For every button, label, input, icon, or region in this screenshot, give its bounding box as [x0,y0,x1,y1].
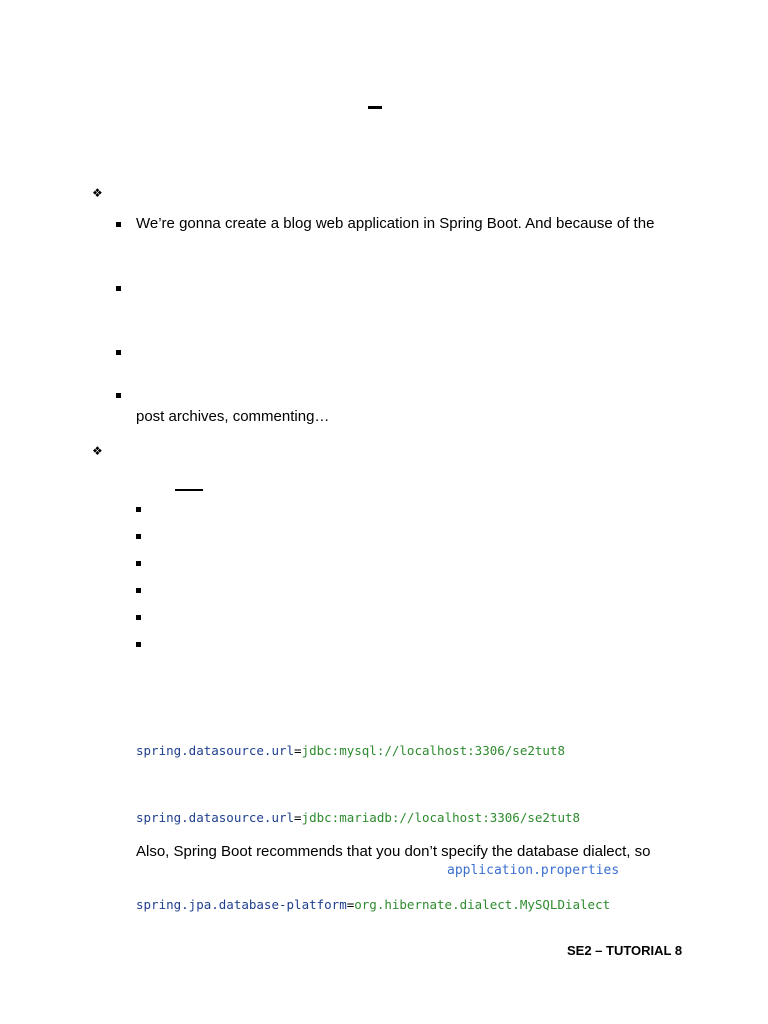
archives-text: post archives, commenting… [136,408,330,425]
square-bullet-icon [116,350,121,355]
square-bullet-icon [136,507,141,512]
code-line-mariadb [136,810,580,826]
property-key: spring.datasource.url [136,810,295,825]
property-key: spring.datasource.url [136,743,295,758]
property-value: jdbc:mysql://localhost:3306/se2tut8 [301,743,565,758]
dialect-note-text: Also, Spring Boot recommends that you don’t specify the database dialect, so [136,843,651,860]
page-footer-label: SE2 – TUTORIAL 8 [567,943,683,958]
code-line-mysql [136,743,565,759]
property-value: org.hibernate.dialect.MySQLDialect [354,897,611,912]
heading-underline [175,489,203,491]
intro-text: We’re gonna create a blog web application in Spring Boot. And because of the [136,215,655,232]
square-bullet-icon [116,393,121,398]
diamond-bullet-icon: ❖ [92,186,103,200]
diamond-bullet-icon: ❖ [92,444,103,458]
square-bullet-icon [136,642,141,647]
property-equals: = [294,743,302,758]
property-equals: = [294,810,302,825]
square-bullet-icon [136,534,141,539]
inline-code-application-properties: application.properties [447,863,620,878]
square-bullet-icon [136,561,141,566]
square-bullet-icon [116,222,121,227]
code-line-dialect [136,897,610,913]
square-bullet-icon [136,588,141,593]
title-dash [368,106,382,109]
square-bullet-icon [136,615,141,620]
property-value: jdbc:mariadb://localhost:3306/se2tut8 [301,810,581,825]
square-bullet-icon [116,286,121,291]
property-equals: = [346,897,355,912]
property-key: spring.jpa.database-platform [136,897,347,912]
